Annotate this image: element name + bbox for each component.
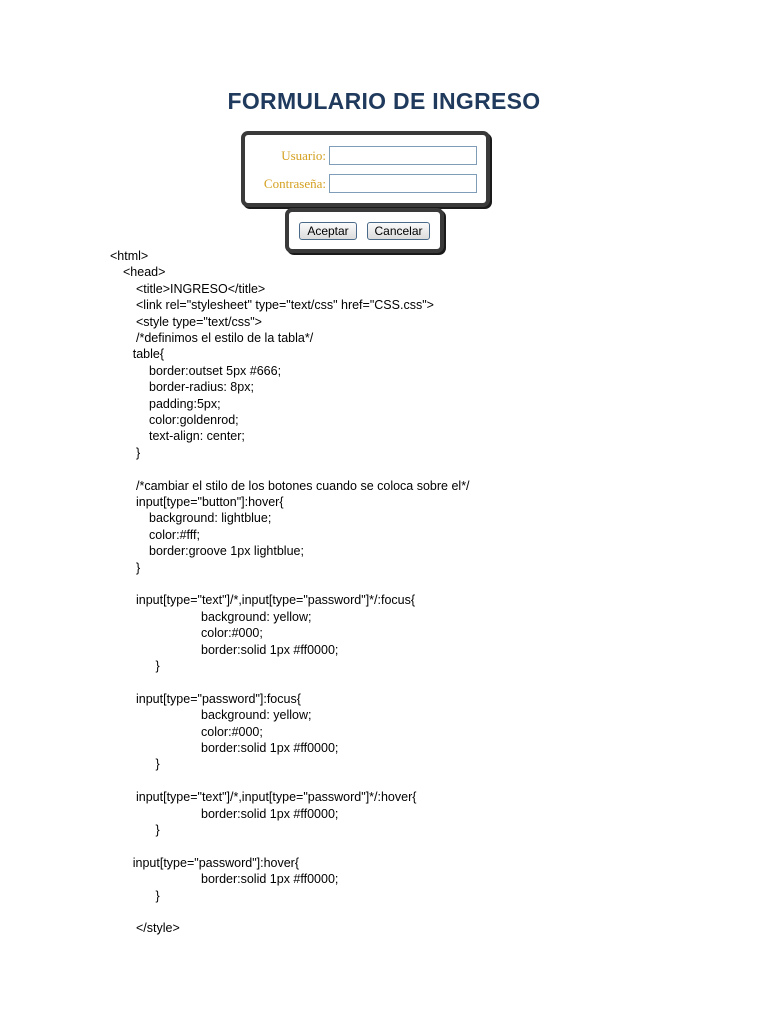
code-line: } xyxy=(155,659,160,673)
code-line: table{ xyxy=(132,347,165,362)
login-form-table xyxy=(241,131,490,207)
code-line: color:#000; xyxy=(201,724,263,739)
password-input[interactable] xyxy=(329,174,477,193)
code-line: <style type="text/css"> xyxy=(136,314,262,329)
page-title: FORMULARIO DE INGRESO xyxy=(227,88,541,114)
code-line: padding:5px; xyxy=(149,396,221,411)
code-line: input[type="password"]:focus{ xyxy=(136,691,301,706)
code-line: border:solid 1px #ff0000; xyxy=(201,741,339,755)
code-line: <link rel="stylesheet" type="text/css" href="CSS.css"> xyxy=(136,298,434,313)
code-line: <html> xyxy=(110,249,149,263)
code-line: input[type="text"]/*,input[type="password"]*/:focus{ xyxy=(136,593,416,608)
code-line: border:solid 1px #ff0000; xyxy=(201,872,339,887)
code-line: } xyxy=(136,445,141,460)
code-line: </style> xyxy=(136,921,180,936)
code-line: } xyxy=(155,757,160,772)
code-line: text-align: center; xyxy=(149,429,245,444)
code-line: <title>INGRESO</title> xyxy=(136,281,266,296)
username-input[interactable] xyxy=(329,146,477,165)
code-line: background: lightblue; xyxy=(149,511,272,526)
code-line: border:outset 5px #666; xyxy=(149,363,282,378)
code-line: color:#000; xyxy=(201,626,263,641)
code-line: /*cambiar el stilo de los botones cuando se coloca sobre el*/ xyxy=(136,478,470,493)
code-line: /*definimos el estilo de la tabla*/ xyxy=(136,331,314,345)
code-line: input[type="button"]:hover{ xyxy=(136,495,284,509)
code-line: border-radius: 8px; xyxy=(149,380,254,395)
code-line: border:groove 1px lightblue; xyxy=(149,544,304,559)
password-label: Contraseña: xyxy=(263,176,326,191)
code-line: input[type="text"]/*,input[type="password"]*/:hover{ xyxy=(136,790,417,805)
code-line: <head> xyxy=(123,265,166,280)
password-row xyxy=(245,174,486,196)
code-line: background: yellow; xyxy=(201,609,312,624)
code-line: border:solid 1px #ff0000; xyxy=(201,806,339,821)
code-line: } xyxy=(155,888,160,903)
code-line: color:goldenrod; xyxy=(149,413,239,427)
code-line: input[type="password"]:hover{ xyxy=(132,855,300,870)
code-line: border:solid 1px #ff0000; xyxy=(201,642,339,657)
code-line: } xyxy=(136,560,141,575)
code-line: color:#fff; xyxy=(149,527,200,542)
username-row xyxy=(245,146,486,168)
cancel-button[interactable]: Cancelar xyxy=(367,222,430,240)
username-label: Usuario: xyxy=(281,148,326,163)
button-table xyxy=(285,208,444,253)
accept-button[interactable]: Aceptar xyxy=(299,222,357,240)
code-line: } xyxy=(155,823,160,837)
code-line: background: yellow; xyxy=(201,708,312,723)
